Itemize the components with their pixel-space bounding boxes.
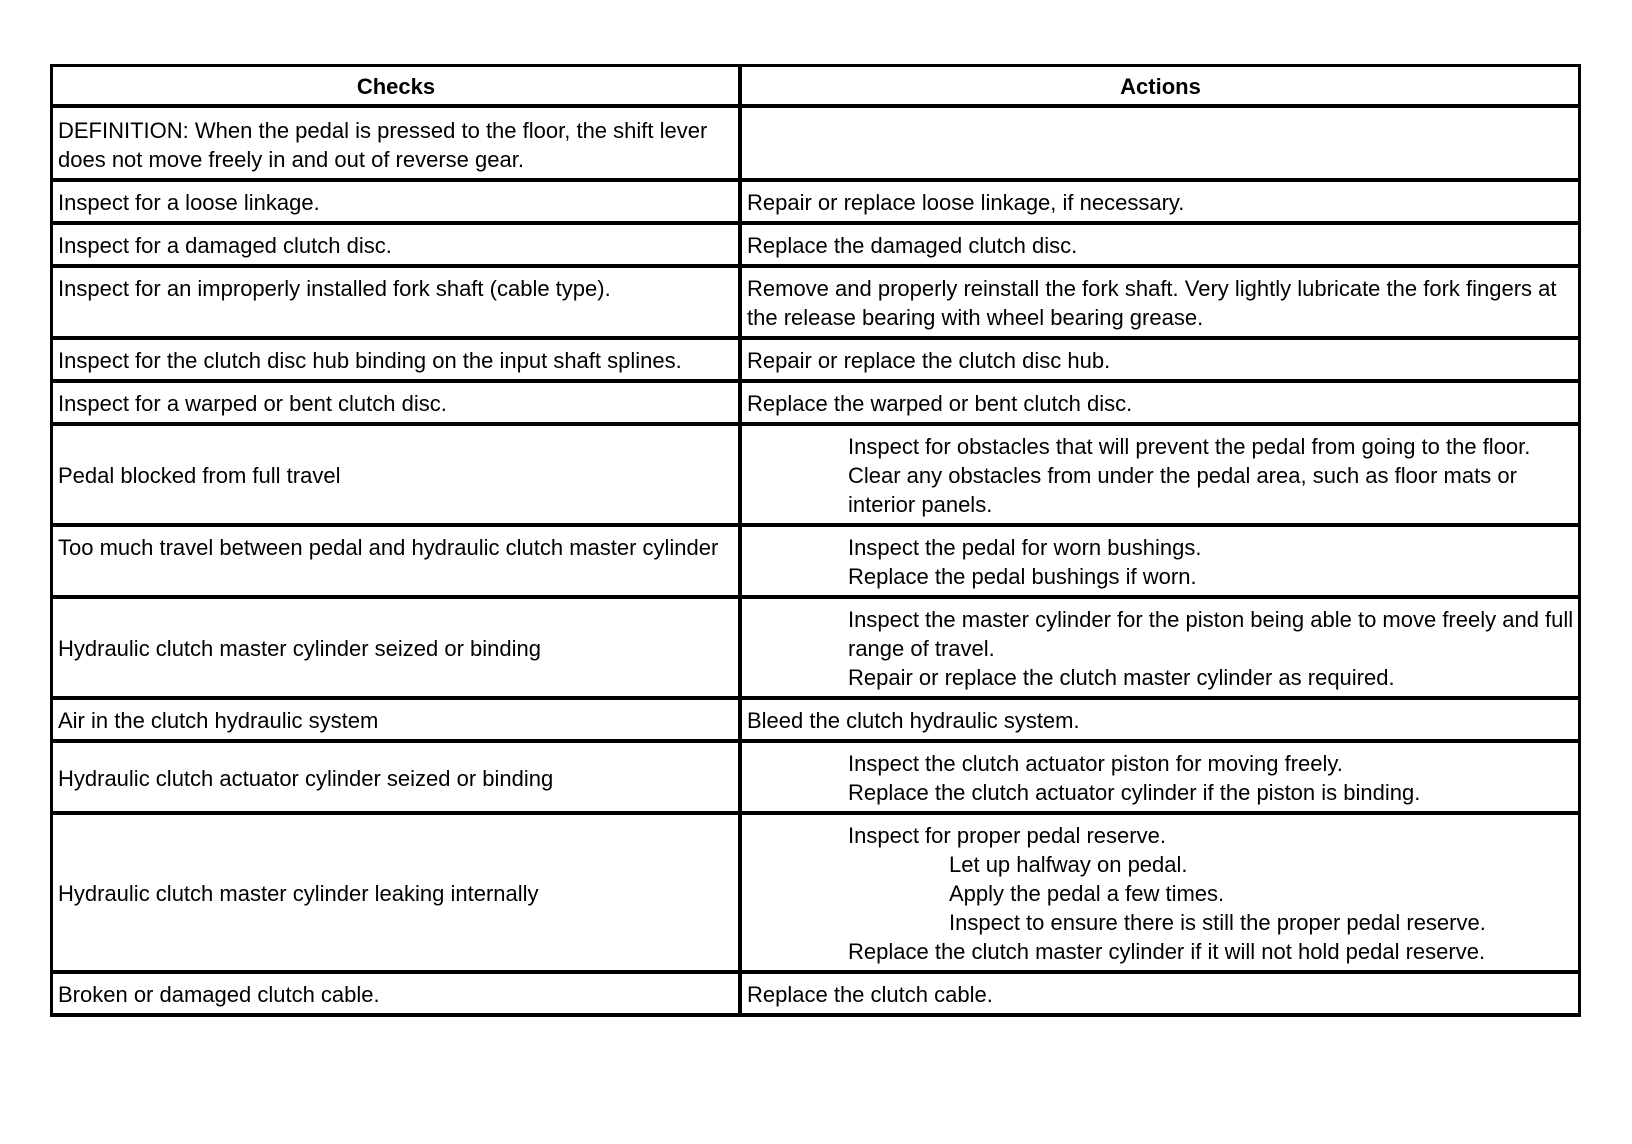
- check-cell: Hydraulic clutch master cylinder seized or binding: [53, 599, 742, 700]
- action-cell: Replace the clutch cable.: [742, 974, 1578, 1014]
- action-cell: [742, 815, 1578, 974]
- action-cell: [742, 599, 1578, 700]
- table-row: [53, 527, 1578, 599]
- table-row: [53, 599, 1578, 700]
- check-cell: Pedal blocked from full travel: [53, 426, 742, 527]
- action-step: Inspect the clutch actuator piston for moving freely.: [848, 751, 1343, 776]
- check-cell: Broken or damaged clutch cable.: [53, 974, 742, 1014]
- check-cell: Inspect for a warped or bent clutch disc.: [53, 383, 742, 426]
- table-row: [53, 426, 1578, 527]
- action-step: Inspect the master cylinder for the piston being able to move freely and full range of travel.: [848, 607, 1574, 661]
- action-cell: Repair or replace the clutch disc hub.: [742, 340, 1578, 383]
- table-row: [53, 108, 1578, 182]
- table-row: [53, 225, 1578, 268]
- action-substep: Apply the pedal a few times.: [949, 881, 1225, 906]
- table-row: [53, 268, 1578, 340]
- action-step: Inspect for obstacles that will prevent the pedal from going to the floor.: [848, 434, 1531, 459]
- check-cell-definition: DEFINITION: When the pedal is pressed to the floor, the shift lever does not move freely in and out of reverse gear.: [53, 108, 742, 182]
- check-cell: Inspect for a loose linkage.: [53, 182, 742, 225]
- action-cell-empty: [742, 108, 1578, 182]
- action-step: Inspect for proper pedal reserve.: [848, 823, 1166, 848]
- action-cell: [742, 743, 1578, 815]
- table-row: [53, 974, 1578, 1014]
- action-cell: Remove and properly reinstall the fork shaft. Very lightly lubricate the fork fingers at the release bearing with wheel bearing grease.: [742, 268, 1578, 340]
- check-cell: Inspect for the clutch disc hub binding on the input shaft splines.: [53, 340, 742, 383]
- action-cell: [742, 426, 1578, 527]
- action-step: Clear any obstacles from under the pedal area, such as floor mats or interior panels.: [848, 463, 1517, 517]
- action-substep: Let up halfway on pedal.: [949, 852, 1188, 877]
- check-cell: Inspect for an improperly installed fork shaft (cable type).: [53, 268, 742, 340]
- check-cell: Hydraulic clutch actuator cylinder seized or binding: [53, 743, 742, 815]
- action-cell: Repair or replace loose linkage, if necessary.: [742, 182, 1578, 225]
- checks-column-header: Checks: [53, 67, 742, 108]
- check-cell: Inspect for a damaged clutch disc.: [53, 225, 742, 268]
- action-step: Replace the clutch actuator cylinder if the piston is binding.: [848, 780, 1421, 805]
- table-row: [53, 383, 1578, 426]
- action-cell: Bleed the clutch hydraulic system.: [742, 700, 1578, 743]
- action-step: Replace the pedal bushings if worn.: [848, 564, 1197, 589]
- action-step: Repair or replace the clutch master cylinder as required.: [848, 665, 1395, 690]
- action-cell: [742, 527, 1578, 599]
- action-cell: Replace the damaged clutch disc.: [742, 225, 1578, 268]
- table-row: [53, 340, 1578, 383]
- action-step: Replace the clutch master cylinder if it will not hold pedal reserve.: [848, 939, 1486, 964]
- check-cell: Too much travel between pedal and hydraulic clutch master cylinder: [53, 527, 742, 599]
- check-cell: Hydraulic clutch master cylinder leaking internally: [53, 815, 742, 974]
- action-cell: Replace the warped or bent clutch disc.: [742, 383, 1578, 426]
- action-substep: Inspect to ensure there is still the proper pedal reserve.: [949, 910, 1486, 935]
- action-step: Inspect the pedal for worn bushings.: [848, 535, 1202, 560]
- table-header-row: [53, 67, 1578, 108]
- actions-column-header: Actions: [742, 67, 1578, 108]
- diagnostic-table: [50, 64, 1581, 1017]
- table-row: [53, 743, 1578, 815]
- table-row: [53, 182, 1578, 225]
- table-row: [53, 815, 1578, 974]
- check-cell: Air in the clutch hydraulic system: [53, 700, 742, 743]
- table-row: [53, 700, 1578, 743]
